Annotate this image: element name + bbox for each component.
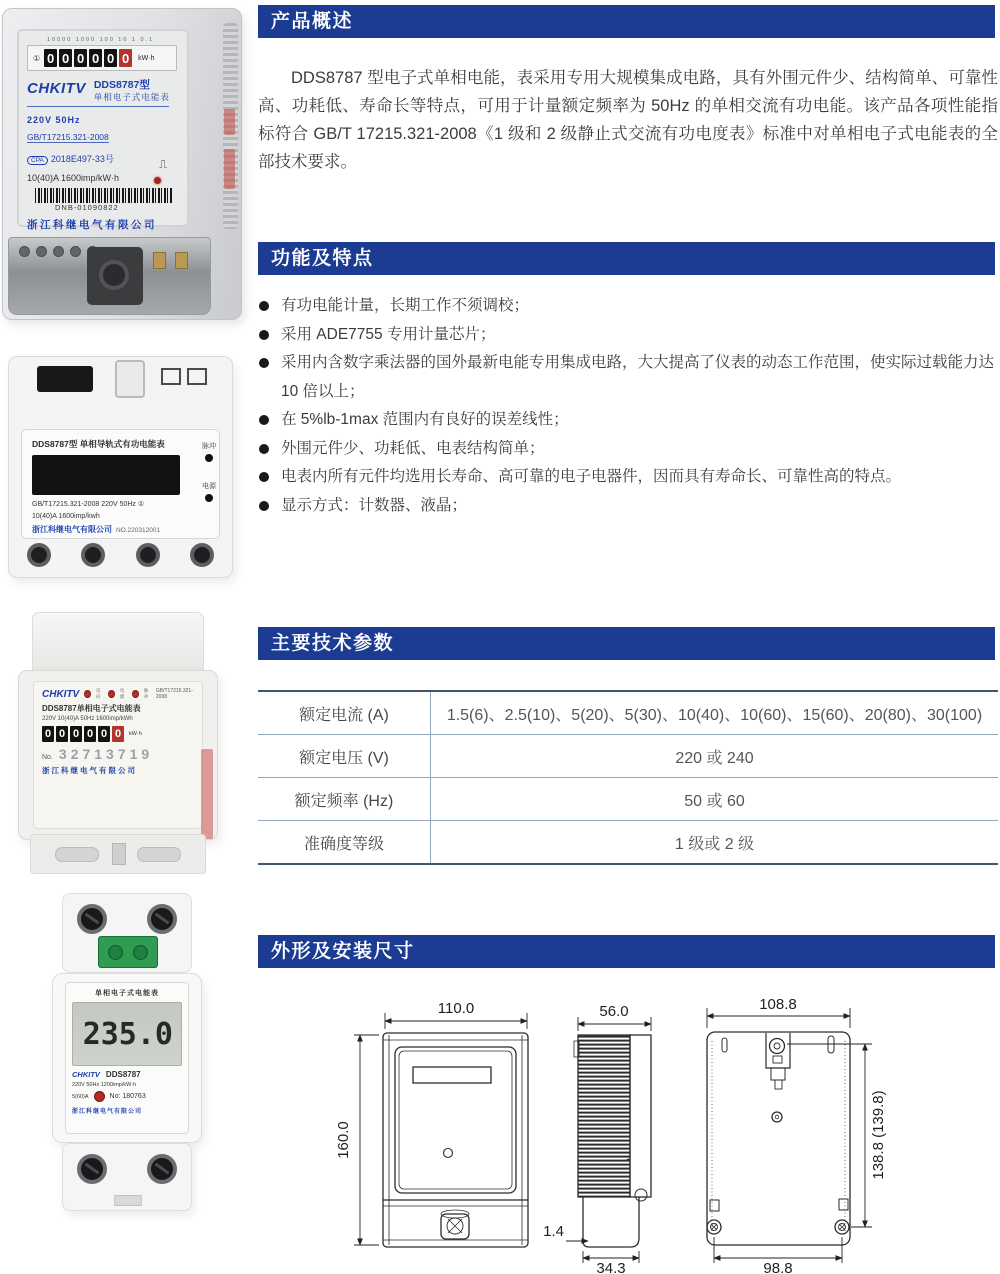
company-label: 浙江科继电气有限公司 <box>27 219 157 231</box>
dim-side-wall: 1.4 <box>543 1223 564 1240</box>
bottom-housing <box>30 834 206 874</box>
feature-text: 有功电能计量，长期工作不须调校； <box>281 297 530 314</box>
photo-compact-din-meter <box>52 893 202 1218</box>
serial-label: NO.220312001 <box>116 527 161 534</box>
rail-latch <box>115 360 145 398</box>
table-row <box>258 735 998 778</box>
register-digit: 0 <box>98 726 110 742</box>
side-view <box>574 1035 651 1247</box>
power-led <box>205 494 213 502</box>
standard-label: GB/T17215.321-2008 220V 50Hz ① <box>32 501 145 508</box>
feature-item <box>258 321 1000 350</box>
top-terminal-housing <box>62 893 192 973</box>
specs-label: 220V 10(40)A 50Hz 1600imp/kWh <box>42 716 133 722</box>
register-digit: 0 <box>59 49 72 67</box>
photo-wall-meter <box>2 8 242 320</box>
register-digit: 0 <box>56 726 68 742</box>
overview-paragraph: DDS8787 型电子式单相电能，表采用专用大规模集成电路，具有外围元件少、结构简单、可靠性高、功耗低、寿命长等特点，可用于计量额定频率为 50Hz 的单相交流有功电能。该产品各项性能指标符合 GB/T 17215.321-2008《1 级和 2 级静止式交流有功电度表》标准中对单相电子式电能表的全部技术要求。 <box>258 68 998 171</box>
register-scale: 10000 1000 100 10 1 0.1 <box>47 37 155 43</box>
model-label: DDS8787 <box>105 1070 141 1079</box>
meter-body <box>18 670 218 840</box>
power-led <box>108 690 115 698</box>
lcd-display <box>72 1002 182 1066</box>
table-row <box>258 778 998 821</box>
brass-terminal <box>175 252 188 269</box>
current-label: 10(40)A 1600imp/kwh <box>32 513 100 520</box>
current-label: 5(60)A <box>72 1093 89 1100</box>
dim-back-holes: 98.8 <box>763 1260 793 1274</box>
power-indicator: 电源 <box>202 481 216 502</box>
dim-front-width: 110.0 <box>437 1000 475 1017</box>
unit-label: kW·h <box>138 54 155 62</box>
divider <box>27 106 169 107</box>
register-digit: 0 <box>104 49 117 67</box>
serial-row: No. 32713719 <box>42 746 154 762</box>
reset-button <box>94 1091 105 1102</box>
bullet-icon <box>259 472 269 482</box>
front-view <box>383 1033 528 1247</box>
vent-square <box>187 368 207 385</box>
row-value: 50 或 60 <box>684 792 745 810</box>
register-digit: 0 <box>70 726 82 742</box>
brass-terminal <box>153 252 166 269</box>
pulse-led <box>205 454 213 462</box>
rail-clip <box>114 1195 142 1206</box>
photo-din-counter-meter <box>18 612 218 874</box>
bottom-terminal-housing <box>62 1143 192 1211</box>
reverse-led <box>84 690 91 698</box>
green-screw <box>108 945 123 960</box>
brand-row: CHKITV 反向 电源 脉冲 GB/T17215.321-2008 <box>42 688 193 700</box>
current-label: 10(40)A 1600imp/kW·h <box>27 173 120 183</box>
serial-row <box>72 1091 182 1102</box>
serial-number: 32713719 <box>58 746 154 762</box>
feature-item <box>258 406 1000 435</box>
parameters-table <box>258 690 998 865</box>
bullet-icon <box>259 415 269 425</box>
serial-number: No: 180763 <box>109 1093 146 1100</box>
feature-item <box>258 492 1000 521</box>
company-label: 浙江科继电气有限公司 NO.220312001 <box>32 525 161 534</box>
barcode <box>35 188 173 203</box>
company-label: 浙江科继电气有限公司 <box>42 766 137 775</box>
register-digit: 0 <box>89 49 102 67</box>
section-header-features: 功能及特点 <box>258 242 995 275</box>
meter-faceplate <box>33 681 203 829</box>
row-label: 额定电流 (A) <box>258 692 431 734</box>
model-label: DDS8787型 <box>93 79 150 91</box>
green-screw <box>133 945 148 960</box>
feature-text: 显示方式：计数器、液晶； <box>281 496 468 514</box>
dim-side-depth: 34.3 <box>596 1260 626 1274</box>
feature-text: 电表内所有元件均选用长寿命、高可靠的电子电器件，因而具有寿命长、可靠性高的特点。 <box>281 468 902 485</box>
row-label: 额定电压 (V) <box>258 735 431 777</box>
bullet-icon <box>259 301 269 311</box>
meter-body <box>8 356 233 578</box>
meter-faceplate <box>65 982 189 1134</box>
register-digit-decimal: 0 <box>112 726 124 742</box>
seal-sticker <box>224 149 235 189</box>
specs-label: 220V 50Hz 1200imp/kW·h <box>72 1082 137 1088</box>
terminal-screw <box>77 1154 107 1184</box>
feature-item <box>258 349 1000 406</box>
cpa-mark-icon: CPA <box>27 156 48 165</box>
features-list <box>258 292 1000 520</box>
dimension-drawings <box>258 995 1000 1274</box>
register-window <box>42 726 194 742</box>
dim-back-height: 138.8 (139.8) <box>870 1090 887 1180</box>
photo-din-rail-meter <box>8 356 233 578</box>
dim-side-width: 56.0 <box>599 1003 629 1020</box>
top-window <box>37 366 93 392</box>
register-digit: 0 <box>44 49 57 67</box>
green-terminal-block <box>98 936 158 968</box>
bullet-icon <box>259 501 269 511</box>
voltage-label: 220V 50Hz <box>27 115 81 125</box>
bullet-icon <box>259 444 269 454</box>
cert-label: CPA 2018E497-33号 <box>27 152 179 165</box>
vent-square <box>161 368 181 385</box>
standard-label: GB/T17215.321-2008 <box>27 132 109 142</box>
meter-faceplate <box>21 429 220 539</box>
meter-body <box>52 973 202 1143</box>
pulse-symbol-icon: ⎍ <box>159 159 167 171</box>
terminal-flap <box>137 847 181 862</box>
type-label: DDS8787单相电子式电能表 <box>42 704 141 713</box>
type-label: 单相电子式电能表 <box>93 92 170 102</box>
brand-logo: CHKITV <box>27 80 86 97</box>
seal-sticker <box>201 749 213 839</box>
register-digit: 0 <box>84 726 96 742</box>
feature-text: 在 5%lb-1max 范围内有良好的误差线性； <box>281 411 569 428</box>
pulse-led <box>154 177 161 184</box>
brand-logo: CHKITV <box>72 1070 100 1079</box>
terminal-screw <box>77 904 107 934</box>
register-digit-decimal: 0 <box>119 49 132 67</box>
dim-front-height: 160.0 <box>335 1121 352 1159</box>
shaft-seal <box>87 247 143 305</box>
terminal-flap <box>55 847 99 862</box>
table-row <box>258 692 998 735</box>
brand-row <box>72 1070 182 1079</box>
table-row <box>258 821 998 863</box>
section-header-overview: 产品概述 <box>258 5 995 38</box>
unit-label: kW·h <box>129 731 142 737</box>
rail-slot <box>112 843 126 865</box>
standard-label: GB/T17215.321-2008 <box>155 688 193 700</box>
back-view <box>707 1032 850 1245</box>
front-dim-lines <box>354 1013 527 1245</box>
seal-circle <box>99 260 129 290</box>
feature-text: 采用 ADE7755 专用计量芯片； <box>281 325 496 343</box>
terminal-screw <box>147 904 177 934</box>
feature-item <box>258 463 1000 492</box>
row-value: 220 或 240 <box>675 749 754 767</box>
pulse-led <box>132 690 139 698</box>
row-label: 准确度等级 <box>258 821 431 863</box>
feature-item <box>258 292 1000 321</box>
feature-text: 外围元件少、功耗低、电表结构简单； <box>281 439 545 457</box>
feature-item <box>258 435 1000 464</box>
terminal-screw <box>147 1154 177 1184</box>
barcode-text: DNB-01090822 <box>55 203 119 212</box>
pulse-indicator: 脉冲 <box>202 441 216 462</box>
row-value: 1.5(6)、2.5(10)、5(20)、5(30)、10(40)、10(60)、15(60)、20(80)、30(100) <box>446 706 983 724</box>
register-digit: 0 <box>74 49 87 67</box>
register-digit: 0 <box>42 726 54 742</box>
brand-row <box>27 80 179 103</box>
phase-mark: ① <box>33 53 41 63</box>
bullet-icon <box>259 358 269 368</box>
top-housing <box>32 612 204 678</box>
type-label: 单相电子式电能表 <box>95 990 159 997</box>
brand-logo: CHKITV <box>42 688 80 700</box>
meter-body <box>2 8 242 320</box>
row-label: 额定频率 (Hz) <box>258 778 431 820</box>
terminal-row <box>27 543 214 567</box>
company-label: 浙江科继电气有限公司 <box>72 1109 143 1115</box>
section-header-dimensions: 外形及安装尺寸 <box>258 935 995 968</box>
lcd-display <box>32 455 180 495</box>
terminal-cover <box>8 237 211 315</box>
type-label: DDS8787型 单相导轨式有功电能表 <box>32 439 165 449</box>
section-header-parameters: 主要技术参数 <box>258 627 995 660</box>
meter-faceplate <box>17 29 189 231</box>
row-value: 1 级或 2 级 <box>674 835 755 853</box>
register-window <box>27 45 177 71</box>
dim-back-width: 108.8 <box>759 996 797 1013</box>
seal-sticker <box>224 109 235 135</box>
lcd-reading: 235.0 <box>82 1016 173 1052</box>
feature-text: 采用内含数字乘法器的国外最新电能专用集成电路，大大提高了仪表的动态工作范围，使实际过载能力达 10 倍以上； <box>281 354 995 400</box>
bullet-icon <box>259 330 269 340</box>
